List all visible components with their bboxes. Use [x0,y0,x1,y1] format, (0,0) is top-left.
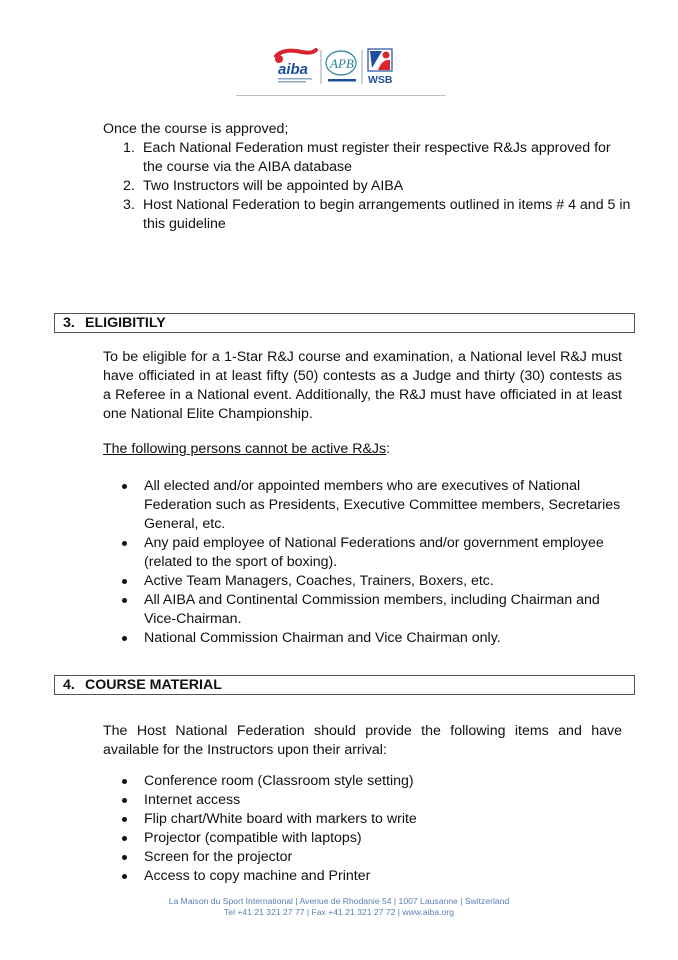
bullet-icon [122,779,127,784]
section-heading-eligibility [54,313,635,333]
list-item [122,791,602,810]
list-item [122,810,602,829]
item-text: Access to copy machine and Printer [144,868,371,884]
bullet-icon [122,817,127,822]
wsb-wordmark: WSB [368,74,393,86]
item-text: Host National Federation to begin arrangements outlined in items # 4 and 5 in this guideline [143,197,631,232]
aiba-wordmark: aiba [278,61,309,78]
section-heading-course-material [54,675,635,695]
list-item [122,591,627,629]
list-item [122,534,627,572]
section-title: COURSE MATERIAL [85,677,222,693]
item-text: Any paid employee of National Federations and/or government employee (related to the sport of boxing). [144,535,604,570]
footer-address: La Maison du Sport International | Avenue de Rhodanie 54 | 1007 Lausanne | Switzerland [168,896,510,906]
item-number: 3. [123,197,135,213]
bullet-icon [122,484,127,489]
item-text: Screen for the projector [144,849,293,865]
section-number: 4. [63,677,75,693]
header-divider [236,95,446,96]
bullet-icon [122,798,127,803]
eligibility-paragraph: To be eligible for a 1-Star R&J course and examination, a National level R&J must have officiated in at least fifty (50) contests as a Judge and thirty (30) contests as a Referee in a National event. Additionally, the R&J must have officiated in at least one National Elite Championship. [103,349,622,422]
footer-contact: Tel +41 21 321 27 77 | Fax +41 21 321 27 72 | www.aiba.org [224,907,454,917]
item-number: 1. [123,140,135,156]
ineligible-list-heading [103,440,390,459]
bullet-icon [122,874,127,879]
item-text: National Commission Chairman and Vice Chairman only. [144,630,501,646]
apb-logo [326,51,356,82]
bullet-icon [122,541,127,546]
list-item [103,139,633,177]
underlined-heading: The following persons cannot be active R&Js [103,441,387,457]
item-text: Conference room (Classroom style setting) [144,773,414,789]
aiba-logo [275,50,316,83]
bullet-icon [122,598,127,603]
item-text: All AIBA and Continental Commission members, including Chairman and Vice-Chairman. [144,592,600,627]
aiba-apb-wsb-logo [272,46,408,88]
list-item [122,572,627,591]
header-logos [272,46,408,88]
list-item [103,196,633,234]
item-text: Active Team Managers, Coaches, Trainers, Boxers, etc. [144,573,494,589]
section-number: 3. [63,315,75,331]
item-text: Flip chart/White board with markers to write [144,811,417,827]
item-text: Projector (compatible with laptops) [144,830,362,846]
bullet-icon [122,855,127,860]
bullet-icon [122,636,127,641]
list-item [122,829,602,848]
ineligible-persons-list [122,477,627,648]
list-item [122,848,602,867]
list-item [122,477,627,534]
course-material-paragraph: The Host National Federation should provide the following items and have available for the Instructors upon their arrival: [103,723,622,758]
course-material-list [122,772,602,886]
list-item [122,629,627,648]
bullet-icon [122,579,127,584]
list-item [103,177,633,196]
approval-steps [103,120,633,234]
approval-list [103,139,633,234]
apb-wordmark: APB [330,56,354,71]
item-text: Two Instructors will be appointed by AIBA [143,178,404,194]
bullet-icon [122,836,127,841]
item-text: Each National Federation must register their respective R&Js approved for the course via the AIBA database [143,140,611,175]
section-title: ELIGIBITILY [85,315,166,331]
list-item [122,772,602,791]
page-footer [0,896,678,918]
approval-lead: Once the course is approved; [103,121,289,137]
list-item [122,867,602,886]
heading-suffix: : [386,441,391,457]
wsb-logo [368,49,393,86]
item-text: Internet access [144,792,241,808]
item-text: All elected and/or appointed members who are executives of National Federation such as Presidents, Executive Committee members, Secretaries General, etc. [144,478,621,532]
item-number: 2. [123,178,135,194]
